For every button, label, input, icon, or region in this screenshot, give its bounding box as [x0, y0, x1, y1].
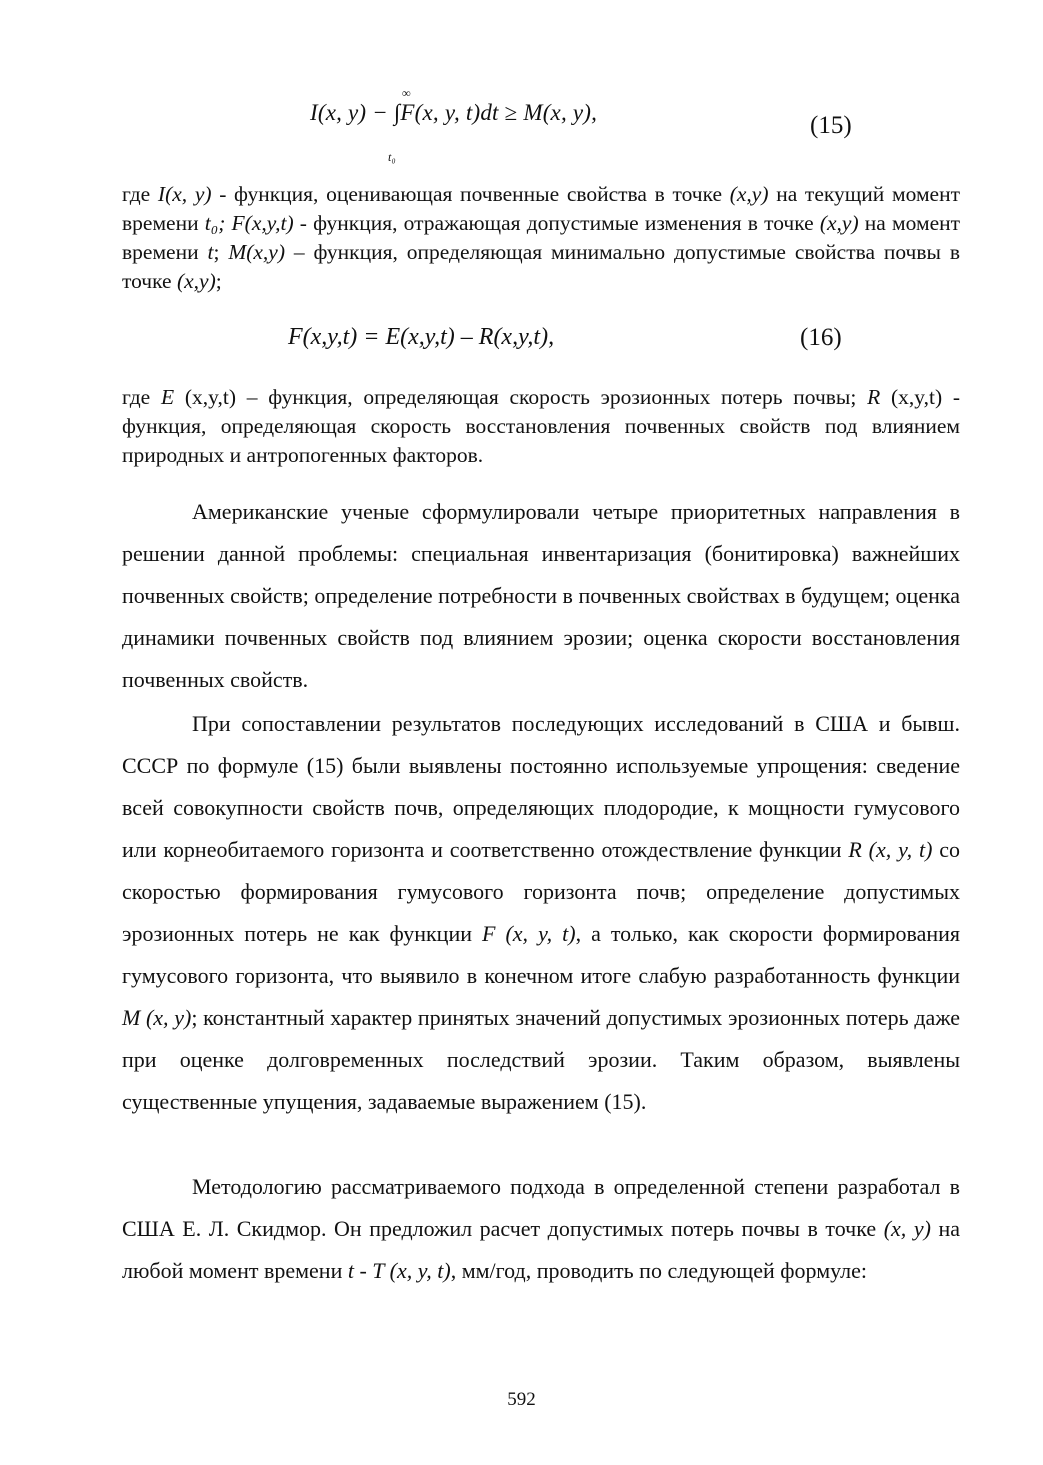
text-run: (x,y,t) – функция, определяющая скорость эрозионных потерь почвы;: [174, 385, 868, 409]
text-run: , мм/год, проводить по следующей формуле:: [450, 1258, 868, 1283]
equation-15: [310, 86, 598, 164]
math-run: (x, y): [883, 1216, 931, 1241]
math-run: M(x,y): [228, 240, 286, 264]
text-run: Методологию рассматриваемого подхода в определенной степени разработал в США Е. Л. Скидмор. Он предложил расчет допустимых потерь почвы в точке: [122, 1174, 960, 1241]
text-run: - функция, отражающая допустимые изменения в точке: [293, 211, 820, 235]
integral-lower-limit: t₀: [388, 150, 396, 164]
math-run: I(x, y): [157, 182, 212, 206]
math-run: (x,y): [176, 269, 216, 293]
math-run: (x,y): [729, 182, 769, 206]
page-number: 592: [507, 1389, 536, 1410]
text-run: на момент времени: [122, 211, 961, 264]
integral-upper-limit: ∞: [402, 86, 411, 100]
text-run: - функция, оценивающая почвенные свойства в точке: [211, 182, 730, 206]
equation-15-body: I(x, y) − ∫F(x, y, t)dt ≥ M(x, y),: [310, 100, 598, 125]
paragraph-methodology: [122, 1166, 960, 1292]
text-run: где: [122, 385, 161, 409]
paragraph-american-scientists: [122, 491, 960, 701]
text-run: ;: [215, 269, 222, 293]
text-run: , а только, как скорости формирования гумусового горизонта, что выявило в конечном итоге слабую разработанность функции: [122, 921, 960, 988]
text-run: Американские ученые сформулировали четыре приоритетных направления в решении данной проблемы: специальная инвентаризация (бонитировка) важнейших почвенных свойств; определение потребности в почвенных свойствах в будущем; оценка динамики почвенных свойств под влиянием эрозии; оценка скорости восстановления почвенных свойств.: [122, 499, 960, 692]
equation-15-definitions: [122, 180, 960, 296]
math-run: E: [160, 385, 175, 409]
text-run: ;: [213, 240, 229, 264]
equation-16-number: (16): [800, 324, 842, 351]
math-run: t₀; F(x,y,t): [204, 211, 294, 235]
math-run: R (x, y, t): [848, 837, 933, 862]
equation-15-number: (15): [810, 112, 852, 139]
math-run: (x,y): [819, 211, 859, 235]
text-run: на любой момент времени: [122, 1216, 961, 1283]
equation-16: F(x,y,t) = E(x,y,t) – R(x,y,t),: [288, 324, 555, 350]
text-run: – функция, определяющая минимально допустимые свойства почвы в точке: [122, 240, 960, 293]
math-run: F (x, y, t): [482, 921, 576, 946]
math-run: t: [207, 240, 214, 264]
text-run: где: [122, 182, 158, 206]
paragraph-comparison: [122, 703, 960, 1123]
text-run: на текущий момент времени: [122, 182, 960, 235]
text-run: При сопоставлении результатов последующих исследований в США и бывш. СССР по формуле (15) были выявлены постоянно используемые упрощения: сведение всей совокупности свойств почв, определяющих плодородие, к мощности гумусового или корнеобитаемого горизонта и соответственно отождествление функции: [122, 711, 960, 862]
math-run: M (x, y): [122, 1005, 192, 1030]
math-run: R: [867, 385, 881, 409]
text-run: ; константный характер принятых значений допустимых эрозионных потерь даже при оценке долговременных последствий эрозии. Таким образом, выявлены существенные упущения, задаваемые выражением (15).: [122, 1005, 960, 1114]
math-run: t - T (x, y, t): [347, 1258, 451, 1283]
equation-16-definitions: [122, 383, 960, 470]
text-run: (x,y,t) - функция, определяющая скорость восстановления почвенных свойств под влиянием природных и антропогенных факторов.: [122, 385, 960, 467]
text-run: со скоростью формирования гумусового горизонта почв; определение допустимых эрозионных потерь не как функции: [122, 837, 961, 946]
